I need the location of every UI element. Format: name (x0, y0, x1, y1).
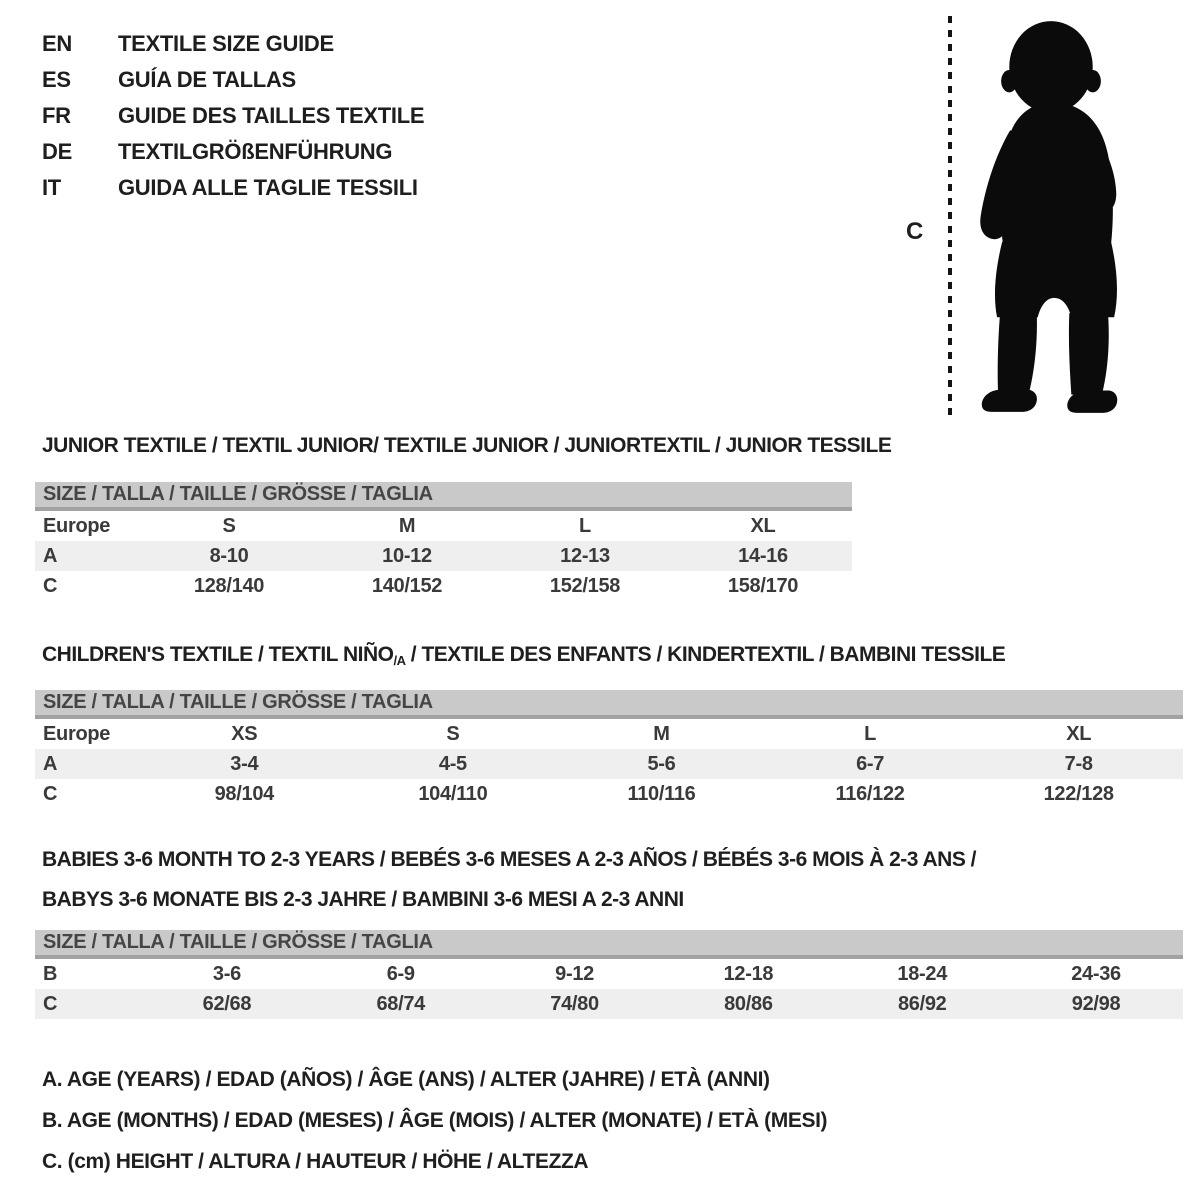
table-cell: 9-12 (555, 962, 594, 985)
table-cell: XL (750, 514, 776, 537)
row-label-cell: Europe (43, 722, 111, 745)
table-cell: 24-36 (1071, 962, 1121, 985)
guide-title-it: GUIDA ALLE TAGLIE TESSILI (118, 175, 418, 200)
table-cell: 74/80 (550, 992, 599, 1015)
table-row (35, 541, 852, 571)
children-size-table (35, 690, 1183, 809)
table-cell: 116/122 (835, 782, 905, 805)
children-section-title (42, 643, 1005, 667)
junior-section-title: JUNIOR TEXTILE / TEXTIL JUNIOR/ TEXTILE JUNIOR / JUNIORTEXTIL / JUNIOR TESSILE (42, 434, 892, 457)
table-cell: M (398, 514, 416, 537)
size-table-header: SIZE / TALLA / TAILLE / GRÖSSE / TAGLIA (35, 482, 852, 511)
children-title-prefix: CHILDREN'S TEXTILE / TEXTIL NIÑO (42, 643, 394, 666)
height-measure-label: C (906, 218, 924, 245)
table-cell: 140/152 (371, 574, 443, 597)
footnote-age-months: B. AGE (MONTHS) / EDAD (MESES) / ÂGE (MOIS) / ALTER (MONATE) / ETÀ (MESI) (42, 1109, 828, 1132)
table-cell: 6-9 (386, 962, 415, 985)
footnote-height-cm: C. (cm) HEIGHT / ALTURA / HAUTEUR / HÖHE / ALTEZZA (42, 1150, 589, 1173)
children-title-subscript: /A (393, 653, 406, 668)
table-cell: 18-24 (897, 962, 948, 985)
table-cell: 12-18 (723, 962, 774, 985)
language-code: EN (42, 31, 72, 56)
table-cell: 80/86 (724, 992, 773, 1015)
table-cell: 12-13 (560, 544, 610, 567)
table-cell: 14-16 (738, 544, 788, 567)
row-label-cell: A (43, 544, 58, 567)
table-cell: 122/128 (1043, 782, 1114, 805)
language-code: ES (42, 67, 71, 92)
table-cell: L (579, 514, 591, 537)
junior-table-body (35, 511, 852, 601)
row-label-cell: C (43, 782, 58, 805)
table-cell: 10-12 (382, 544, 432, 567)
table-row (35, 719, 1183, 749)
table-row (35, 779, 1183, 809)
language-row-de (42, 134, 424, 170)
footnote-age-years: A. AGE (YEARS) / EDAD (AÑOS) / ÂGE (ANS) / ALTER (JAHRE) / ETÀ (ANNI) (42, 1068, 770, 1091)
table-cell: 6-7 (856, 752, 885, 775)
table-cell: XS (231, 722, 258, 745)
language-row-en (42, 26, 424, 62)
table-cell: 4-5 (438, 752, 467, 775)
table-cell: 68/74 (376, 992, 426, 1015)
row-label-cell: B (43, 962, 58, 985)
size-table-header: SIZE / TALLA / TAILLE / GRÖSSE / TAGLIA (35, 690, 1183, 719)
table-cell: S (222, 514, 236, 537)
size-table-header: SIZE / TALLA / TAILLE / GRÖSSE / TAGLIA (35, 930, 1183, 959)
footnote-legend (42, 1068, 827, 1191)
babies-section-title-line1: BABIES 3-6 MONTH TO 2-3 YEARS / BEBÉS 3-6 MESES A 2-3 AÑOS / BÉBÉS 3-6 MOIS À 2-3 ANS / (42, 848, 977, 871)
language-row-es (42, 62, 424, 98)
toddler-silhouette-image (958, 16, 1144, 418)
guide-title-de: TEXTILGRÖßENFÜHRUNG (118, 139, 393, 164)
babies-size-table (35, 930, 1183, 1019)
language-title-list (42, 26, 424, 206)
children-table-body (35, 719, 1183, 809)
table-cell: 158/170 (727, 574, 799, 597)
language-row-it (42, 170, 424, 206)
table-cell: 5-6 (647, 752, 676, 775)
table-cell: 128/140 (193, 574, 265, 597)
table-row (35, 959, 1183, 989)
babies-table-body (35, 959, 1183, 1019)
table-row (35, 749, 1183, 779)
table-cell: 98/104 (214, 782, 274, 805)
table-cell: 152/158 (549, 574, 621, 597)
table-cell: 7-8 (1064, 752, 1093, 775)
table-cell: 62/68 (202, 992, 252, 1015)
language-row-fr (42, 98, 424, 134)
table-cell: 3-4 (230, 752, 259, 775)
children-title-suffix: / TEXTILE DES ENFANTS / KINDERTEXTIL / BAMBINI TESSILE (405, 643, 1006, 666)
row-label-cell: C (43, 992, 58, 1015)
babies-section-title-line2: BABYS 3-6 MONATE BIS 2-3 JAHRE / BAMBINI 3-6 MESI A 2-3 ANNI (42, 888, 684, 911)
table-row (35, 989, 1183, 1019)
table-cell: 110/116 (627, 782, 696, 805)
table-cell: 8-10 (209, 544, 249, 567)
table-cell: 86/92 (897, 992, 947, 1015)
table-cell: XL (1066, 722, 1092, 745)
table-row (35, 571, 852, 601)
table-cell: 3-6 (212, 962, 241, 985)
row-label-cell: Europe (43, 514, 111, 537)
guide-title-es: GUÍA DE TALLAS (118, 67, 296, 92)
language-code: FR (42, 103, 71, 128)
guide-title-en: TEXTILE SIZE GUIDE (118, 31, 334, 56)
table-cell: S (446, 722, 460, 745)
language-code: IT (42, 175, 61, 200)
table-cell: 92/98 (1071, 992, 1121, 1015)
table-row (35, 511, 852, 541)
height-dashed-line (948, 16, 952, 418)
row-label-cell: C (43, 574, 58, 597)
guide-title-fr: GUIDE DES TAILLES TEXTILE (118, 103, 425, 128)
junior-size-table (35, 482, 852, 601)
table-cell: L (864, 722, 877, 745)
table-cell: 104/110 (418, 782, 488, 805)
language-code: DE (42, 139, 72, 164)
row-label-cell: A (43, 752, 58, 775)
table-cell: M (653, 722, 670, 745)
